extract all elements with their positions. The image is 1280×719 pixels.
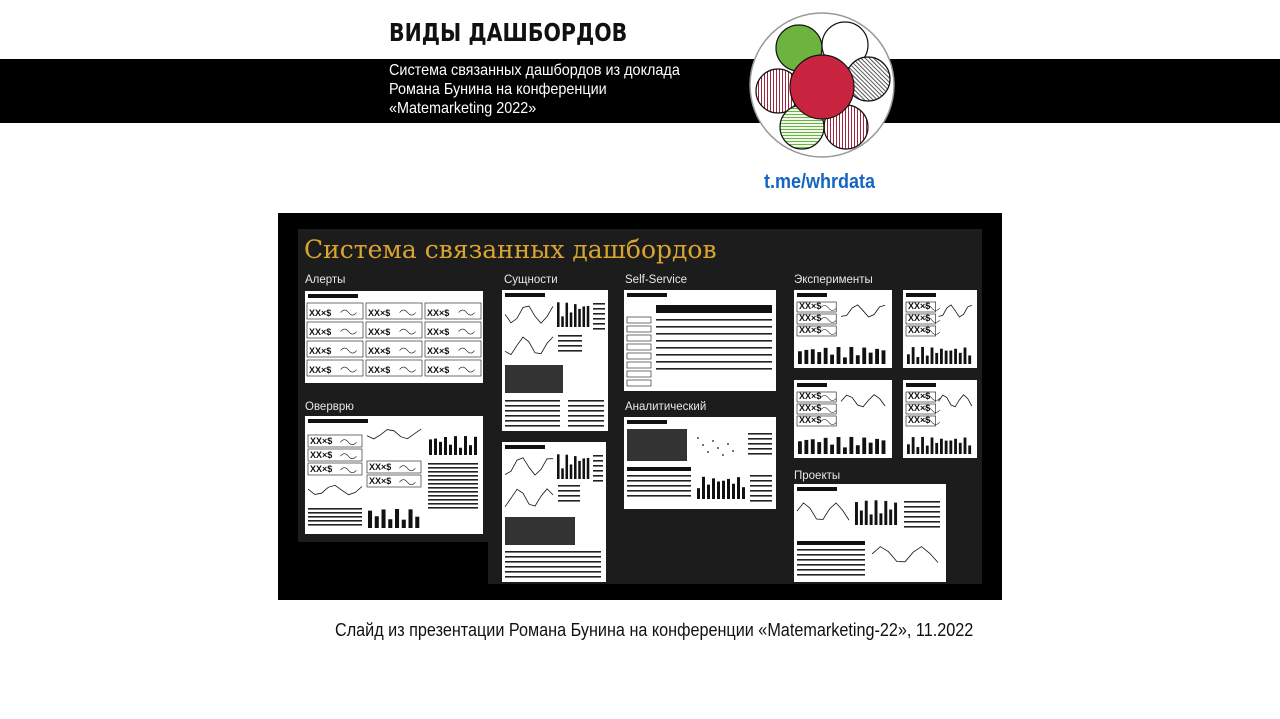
mini-filter bbox=[627, 344, 651, 350]
mini-kpi-value: XX×$ bbox=[908, 391, 931, 401]
mini-bar bbox=[875, 439, 879, 454]
mini-row bbox=[308, 516, 362, 518]
mini-row bbox=[568, 415, 604, 417]
mini-row bbox=[593, 455, 603, 457]
mini-kpi-value: XX×$ bbox=[368, 308, 391, 318]
mini-row bbox=[750, 500, 772, 502]
mini-row bbox=[904, 516, 940, 518]
entity-dashboard bbox=[502, 442, 606, 582]
mini-bar bbox=[926, 356, 929, 364]
mini-bar bbox=[804, 440, 808, 454]
mini-bar bbox=[578, 309, 581, 327]
mini-bar bbox=[856, 355, 860, 364]
mini-bar bbox=[811, 439, 815, 454]
mini-bar bbox=[954, 439, 957, 454]
mini-bar bbox=[830, 445, 834, 454]
mini-row bbox=[656, 368, 772, 370]
mini-bar bbox=[578, 461, 581, 479]
mini-row bbox=[558, 345, 582, 347]
mini-row bbox=[797, 574, 865, 576]
mini-row bbox=[568, 425, 604, 427]
entity-dashboard-table bbox=[502, 396, 608, 431]
mini-header bbox=[627, 420, 667, 424]
mini-row bbox=[593, 480, 603, 482]
mini-row bbox=[428, 499, 478, 501]
mini-bar bbox=[879, 513, 882, 525]
mini-bar bbox=[921, 347, 924, 364]
mini-bar bbox=[964, 438, 967, 454]
mini-kpi-value: XX×$ bbox=[799, 301, 822, 311]
mini-kpi-value: XX×$ bbox=[799, 391, 822, 401]
mini-bar bbox=[931, 347, 934, 364]
analytic-dashboard bbox=[624, 417, 776, 509]
mini-filter bbox=[627, 371, 651, 377]
mini-heatmap bbox=[627, 429, 687, 461]
mini-kpi-value: XX×$ bbox=[908, 313, 931, 323]
mini-row bbox=[797, 569, 865, 571]
mini-bar bbox=[817, 442, 821, 454]
mini-kpi-value: XX×$ bbox=[310, 450, 333, 460]
mini-bar bbox=[837, 437, 841, 454]
mini-row bbox=[797, 549, 865, 551]
mini-row bbox=[568, 410, 604, 412]
mini-header bbox=[797, 293, 827, 297]
mini-bar bbox=[557, 454, 560, 479]
mini-bar bbox=[388, 519, 392, 528]
mini-row bbox=[428, 483, 478, 485]
mini-bar bbox=[916, 447, 919, 454]
mini-bar bbox=[570, 464, 573, 479]
mini-row bbox=[505, 405, 560, 407]
mini-bar bbox=[574, 456, 577, 479]
mini-bar bbox=[454, 436, 457, 455]
mini-bar bbox=[884, 501, 887, 525]
overview-dashboard bbox=[305, 416, 483, 534]
mini-row bbox=[428, 479, 478, 481]
mini-bar bbox=[865, 501, 868, 525]
mini-bar bbox=[375, 516, 379, 528]
mini-row bbox=[750, 475, 772, 477]
mini-row bbox=[656, 333, 772, 335]
mini-bar bbox=[949, 441, 952, 454]
section-alerts: Алерты bbox=[305, 274, 346, 286]
mini-bar bbox=[415, 517, 419, 528]
mini-bar bbox=[566, 303, 569, 327]
mini-kpi-value: XX×$ bbox=[369, 476, 392, 486]
mini-row bbox=[558, 350, 582, 352]
mini-header bbox=[505, 293, 545, 297]
mini-row bbox=[627, 490, 691, 492]
mini-kpi-value: XX×$ bbox=[799, 415, 822, 425]
mini-bar bbox=[862, 348, 866, 364]
mini-row bbox=[748, 433, 772, 435]
mini-row bbox=[505, 410, 560, 412]
mini-row bbox=[904, 511, 940, 513]
mini-bar bbox=[882, 440, 886, 454]
mini-row bbox=[748, 453, 772, 455]
mini-row bbox=[428, 503, 478, 505]
mini-bar bbox=[402, 520, 406, 528]
mini-bar bbox=[921, 437, 924, 454]
mini-row bbox=[568, 420, 604, 422]
mini-row bbox=[593, 313, 605, 315]
mini-row bbox=[593, 323, 605, 325]
mini-row bbox=[656, 347, 772, 349]
mini-row bbox=[558, 340, 582, 342]
mini-bar bbox=[912, 437, 915, 454]
mini-bar bbox=[949, 351, 952, 364]
mini-row bbox=[505, 415, 560, 417]
mini-row bbox=[558, 500, 580, 502]
mini-kpi-value: XX×$ bbox=[908, 415, 931, 425]
mini-bar bbox=[940, 439, 943, 454]
mini-bar bbox=[968, 445, 971, 454]
mini-header bbox=[308, 419, 368, 423]
mini-bar bbox=[926, 446, 929, 454]
mini-bar bbox=[875, 349, 879, 364]
mini-row bbox=[656, 319, 772, 321]
mini-header bbox=[627, 467, 691, 471]
mini-row bbox=[505, 566, 601, 568]
entity-dashboard bbox=[502, 290, 608, 397]
mini-row bbox=[428, 475, 478, 477]
mini-row bbox=[593, 460, 603, 462]
mini-row bbox=[593, 318, 605, 320]
mini-bar bbox=[824, 438, 828, 454]
mini-bar bbox=[712, 478, 715, 499]
mini-row bbox=[627, 475, 691, 477]
mini-bar bbox=[830, 355, 834, 364]
mini-row bbox=[428, 463, 478, 465]
mini-bar bbox=[707, 485, 710, 499]
mini-point bbox=[702, 444, 704, 446]
section-overview: Оверврю bbox=[305, 401, 354, 413]
mini-bar bbox=[959, 353, 962, 364]
subtitle-line: «Matemarketing 2022» bbox=[389, 100, 537, 117]
mini-filter bbox=[627, 317, 651, 323]
section-entities: Сущности bbox=[504, 274, 558, 286]
mini-row bbox=[505, 576, 601, 578]
mini-point bbox=[712, 440, 714, 442]
slide-title: Система связанных дашбордов bbox=[304, 235, 717, 264]
mini-header bbox=[906, 383, 936, 387]
mini-bar bbox=[931, 437, 934, 454]
mini-kpi-value: XX×$ bbox=[310, 464, 333, 474]
mini-row bbox=[428, 495, 478, 497]
mini-bar bbox=[702, 477, 705, 499]
mini-bar bbox=[798, 441, 802, 454]
mini-row bbox=[505, 400, 560, 402]
mini-row bbox=[558, 495, 580, 497]
mini-row bbox=[748, 443, 772, 445]
mini-bar bbox=[860, 511, 863, 525]
mini-bar bbox=[439, 442, 442, 455]
mini-bar bbox=[837, 347, 841, 364]
mini-bar bbox=[798, 351, 802, 364]
mini-bar bbox=[434, 439, 437, 455]
mini-row bbox=[656, 340, 772, 342]
mini-kpi-value: XX×$ bbox=[908, 301, 931, 311]
mini-bar bbox=[732, 484, 735, 499]
mini-bar bbox=[843, 357, 847, 364]
mini-kpi-value: XX×$ bbox=[368, 346, 391, 356]
mini-row bbox=[656, 354, 772, 356]
mini-bar bbox=[566, 455, 569, 479]
mini-row bbox=[750, 490, 772, 492]
mini-bar bbox=[429, 439, 432, 455]
mini-kpi-value: XX×$ bbox=[799, 325, 822, 335]
mini-header bbox=[797, 541, 865, 545]
mini-kpi-value: XX×$ bbox=[368, 365, 391, 375]
mini-row bbox=[627, 485, 691, 487]
mini-row bbox=[505, 571, 601, 573]
mini-bar bbox=[945, 441, 948, 454]
mini-header bbox=[505, 445, 545, 449]
mini-kpi-value: XX×$ bbox=[427, 308, 450, 318]
mini-bar bbox=[912, 347, 915, 364]
mini-bar bbox=[368, 511, 372, 528]
mini-row bbox=[593, 308, 605, 310]
mini-point bbox=[722, 454, 724, 456]
mini-point bbox=[707, 451, 709, 453]
mini-bar bbox=[561, 468, 564, 479]
mini-row bbox=[797, 564, 865, 566]
mini-row bbox=[904, 521, 940, 523]
mini-kpi-value: XX×$ bbox=[908, 403, 931, 413]
mini-filter bbox=[627, 353, 651, 359]
mini-bar bbox=[804, 350, 808, 364]
section-projects: Проекты bbox=[794, 470, 841, 482]
mini-row bbox=[558, 485, 580, 487]
section-experiments: Эксперименты bbox=[794, 274, 873, 286]
mini-bar bbox=[940, 349, 943, 364]
mini-bar bbox=[742, 487, 745, 499]
mini-bar bbox=[449, 445, 452, 455]
subtitle-line: Романа Бунина на конференции bbox=[389, 81, 607, 98]
mini-header bbox=[797, 487, 837, 491]
mini-row bbox=[505, 556, 601, 558]
mini-row bbox=[750, 495, 772, 497]
mini-bar bbox=[855, 502, 858, 525]
slide-canvas bbox=[278, 213, 1002, 600]
mini-bar bbox=[561, 316, 564, 327]
mini-bar bbox=[574, 304, 577, 327]
page-title: ВИДЫ ДАШБОРДОВ bbox=[389, 18, 628, 47]
mini-bar bbox=[875, 500, 878, 525]
mini-kpi-value: XX×$ bbox=[309, 308, 332, 318]
page-subtitle bbox=[389, 61, 680, 118]
mini-point bbox=[717, 447, 719, 449]
mini-heatmap bbox=[505, 517, 575, 545]
mini-row bbox=[593, 470, 603, 472]
mini-row bbox=[428, 487, 478, 489]
mini-bar bbox=[583, 458, 586, 479]
mini-row bbox=[308, 520, 362, 522]
mini-row bbox=[904, 506, 940, 508]
mini-point bbox=[727, 443, 729, 445]
mini-bar bbox=[587, 458, 590, 479]
mini-header bbox=[906, 293, 936, 297]
mini-bar bbox=[856, 445, 860, 454]
mini-bar bbox=[570, 312, 573, 327]
mini-header bbox=[627, 293, 667, 297]
mini-bar bbox=[849, 437, 853, 454]
mini-kpi-value: XX×$ bbox=[309, 365, 332, 375]
mini-bar bbox=[464, 436, 467, 455]
mini-kpi-value: XX×$ bbox=[369, 462, 392, 472]
mini-row bbox=[750, 485, 772, 487]
mini-row bbox=[656, 326, 772, 328]
mini-row bbox=[627, 495, 691, 497]
mini-row bbox=[505, 561, 601, 563]
mini-bar bbox=[959, 443, 962, 454]
image-caption: Слайд из презентации Романа Бунина на конференции «Matemarketing-22», 11.2022 bbox=[335, 620, 974, 640]
mini-kpi-value: XX×$ bbox=[309, 327, 332, 337]
mini-bar bbox=[843, 447, 847, 454]
mini-row bbox=[904, 501, 940, 503]
mini-bar bbox=[557, 302, 560, 327]
mini-kpi-value: XX×$ bbox=[309, 346, 332, 356]
mini-header bbox=[308, 294, 358, 298]
mini-bar bbox=[474, 437, 477, 455]
mini-row bbox=[748, 438, 772, 440]
mini-row bbox=[904, 526, 940, 528]
mini-bar bbox=[889, 510, 892, 525]
mini-kpi-value: XX×$ bbox=[427, 365, 450, 375]
mini-row bbox=[593, 328, 605, 330]
mini-row bbox=[505, 420, 560, 422]
mini-bar bbox=[722, 481, 725, 499]
self-service-dashboard bbox=[624, 290, 776, 391]
mini-bar bbox=[916, 357, 919, 364]
mini-row bbox=[797, 559, 865, 561]
mini-filter bbox=[627, 326, 651, 332]
mini-row bbox=[593, 303, 605, 305]
mini-bar bbox=[824, 348, 828, 364]
mini-bar bbox=[935, 353, 938, 364]
mini-kpi-value: XX×$ bbox=[908, 325, 931, 335]
mini-row bbox=[308, 524, 362, 526]
mini-bar bbox=[817, 352, 821, 364]
mini-bar bbox=[717, 481, 720, 499]
subtitle-line: Система связанных дашбордов из доклада bbox=[389, 62, 680, 79]
slide-image bbox=[278, 213, 1002, 600]
alerts-dashboard bbox=[305, 291, 483, 383]
mini-kpi-value: XX×$ bbox=[427, 327, 450, 337]
section-self-service: Self-Service bbox=[625, 274, 687, 286]
mini-filter bbox=[627, 362, 651, 368]
mini-row bbox=[505, 551, 601, 553]
mini-row bbox=[428, 491, 478, 493]
mini-bar bbox=[583, 306, 586, 327]
mini-kpi-value: XX×$ bbox=[799, 313, 822, 323]
mini-header bbox=[656, 305, 772, 313]
mini-bar bbox=[964, 348, 967, 364]
mini-kpi-value: XX×$ bbox=[427, 346, 450, 356]
mini-row bbox=[797, 554, 865, 556]
mini-row bbox=[750, 480, 772, 482]
mini-row bbox=[505, 425, 560, 427]
mini-bar bbox=[882, 350, 886, 364]
mini-bar bbox=[395, 509, 399, 528]
mini-bar bbox=[935, 443, 938, 454]
mini-header bbox=[797, 383, 827, 387]
mini-bar bbox=[697, 488, 700, 499]
mini-row bbox=[627, 480, 691, 482]
mini-row bbox=[568, 400, 604, 402]
mini-row bbox=[593, 465, 603, 467]
mini-bar bbox=[869, 443, 873, 454]
mini-row bbox=[656, 361, 772, 363]
mini-bar bbox=[849, 347, 853, 364]
mini-kpi-value: XX×$ bbox=[310, 436, 333, 446]
mini-bar bbox=[459, 448, 462, 455]
mini-kpi-value: XX×$ bbox=[799, 403, 822, 413]
mini-bar bbox=[727, 479, 730, 499]
mini-bar bbox=[737, 477, 740, 499]
mini-bar bbox=[870, 514, 873, 525]
mini-point bbox=[732, 450, 734, 452]
mini-row bbox=[593, 475, 603, 477]
mini-row bbox=[568, 405, 604, 407]
mini-bar bbox=[444, 437, 447, 455]
mini-row bbox=[308, 512, 362, 514]
mini-bar bbox=[469, 445, 472, 455]
mini-bar bbox=[907, 444, 910, 454]
mini-heatmap bbox=[505, 365, 563, 393]
channel-logo bbox=[748, 11, 896, 159]
mini-bar bbox=[382, 509, 386, 528]
projects-dashboard bbox=[794, 484, 946, 582]
mini-kpi-value: XX×$ bbox=[368, 327, 391, 337]
mini-row bbox=[558, 490, 580, 492]
mini-bar bbox=[869, 353, 873, 364]
mini-bar bbox=[811, 349, 815, 364]
mini-row bbox=[428, 467, 478, 469]
section-analytic: Аналитический bbox=[625, 401, 707, 413]
mini-row bbox=[428, 471, 478, 473]
channel-link[interactable]: t.me/whrdata bbox=[764, 171, 876, 193]
mini-point bbox=[697, 437, 699, 439]
mini-bar bbox=[954, 349, 957, 364]
mini-bar bbox=[409, 509, 413, 528]
mini-row bbox=[558, 335, 582, 337]
mini-row bbox=[308, 508, 362, 510]
mini-row bbox=[748, 448, 772, 450]
mini-bar bbox=[945, 351, 948, 364]
mini-bar bbox=[907, 354, 910, 364]
mini-filter bbox=[627, 380, 651, 386]
mini-bar bbox=[862, 438, 866, 454]
mini-bar bbox=[894, 503, 897, 525]
mini-filter bbox=[627, 335, 651, 341]
mini-bar bbox=[587, 306, 590, 327]
mini-row bbox=[428, 507, 478, 509]
mini-bar bbox=[968, 355, 971, 364]
